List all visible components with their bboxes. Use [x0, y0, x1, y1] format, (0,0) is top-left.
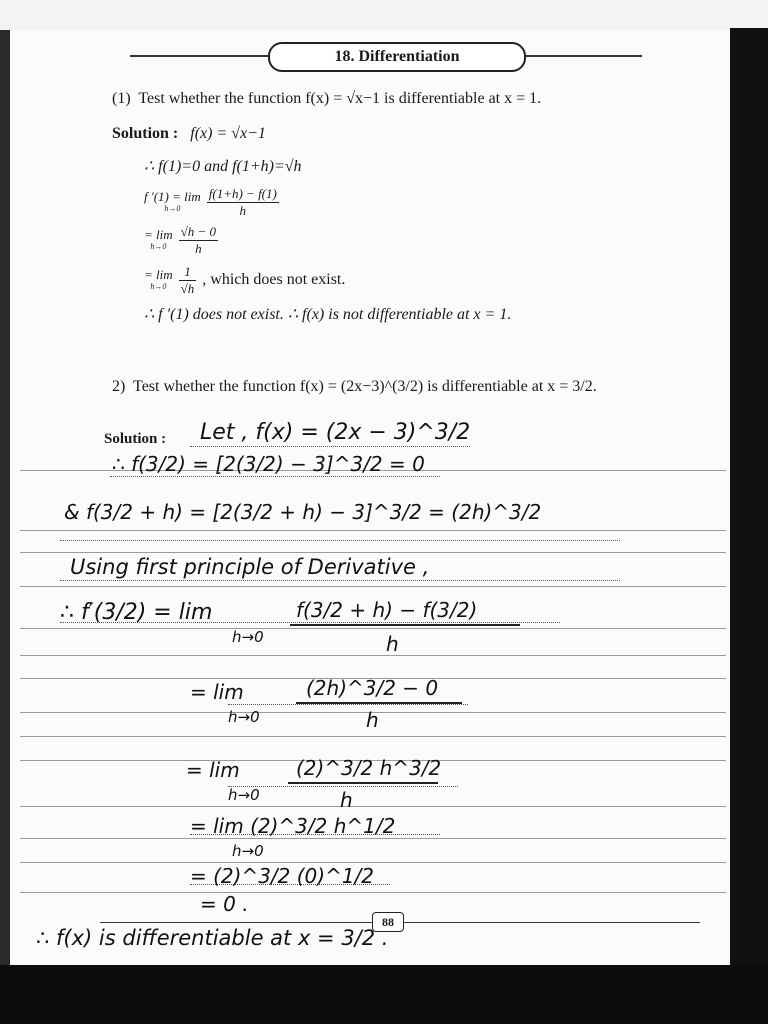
q1-step3 [144, 224, 220, 257]
hw-line5-fraction-bar [290, 624, 520, 626]
q1-step3-fraction: $\frac{√h - 0}{h}$ [180, 224, 217, 256]
dotted-guide [190, 446, 470, 447]
hw-line10: = 0 . [200, 892, 249, 916]
q1-solution-label: Solution : [112, 125, 179, 142]
q1-step4-suffix: , which does not exist. [202, 271, 346, 289]
q1-step2-fraction: $\frac{f(1+h) - f(1)}{h}$ [208, 186, 277, 218]
dotted-guide [60, 580, 620, 581]
hw-line4: Using first principle of Derivative , [70, 555, 430, 579]
dotted-guide [110, 476, 440, 477]
hw-line8-sub: h→0 [232, 842, 264, 860]
q1-question-text: Test whether the function f(x) = √x−1 is differentiable at x = 1. [138, 90, 542, 107]
q1-step4 [144, 264, 345, 297]
binding-edge-left [0, 30, 10, 970]
hw-line5-den: h [386, 632, 399, 656]
header-rule-right [522, 55, 642, 57]
dark-background-bottom [0, 965, 768, 1024]
hw-line3: & f(3/2 + h) = [2(3/2 + h) − 3]^3/2 = (2h)^3/2 [64, 500, 542, 524]
q1-solution-line [112, 125, 266, 143]
hw-line6-lim: = lim [190, 680, 244, 704]
q2-question [112, 378, 597, 396]
hw-line5-sub: h→0 [232, 628, 264, 646]
q1-step1: ∴ f(1)=0 and f(1+h)=√h [144, 158, 302, 175]
q1-step3-lim: = lim h→0 [144, 226, 173, 251]
hw-line1: Let , f(x) = (2x − 3)^3/2 [200, 420, 471, 445]
chapter-title: 18. Differentiation [268, 42, 526, 72]
q1-number: (1) [112, 90, 131, 107]
hw-line7-den: h [340, 788, 353, 812]
hw-line7-num: (2)^3/2 h^3/2 [296, 756, 442, 780]
header-rule-left [130, 55, 268, 57]
q1-question [112, 90, 541, 108]
q1-step4-lim: = lim h→0 [144, 266, 173, 291]
hw-line8: = lim (2)^3/2 h^1/2 [190, 814, 396, 838]
q2-solution-label: Solution : [104, 431, 167, 447]
hw-line2: ∴ f(3/2) = [2(3/2) − 3]^3/2 = 0 [112, 452, 425, 476]
hw-line5-lhs: ∴ f′(3/2) = lim [60, 600, 213, 625]
q1-definition: f(x) = √x−1 [190, 125, 266, 142]
ruled-line [20, 736, 726, 737]
hw-line9: = (2)^3/2 (0)^1/2 [190, 864, 375, 888]
dotted-guide [228, 786, 458, 787]
hw-line6-fraction-bar [296, 702, 462, 704]
ruled-line [20, 838, 726, 839]
hw-line7-sub: h→0 [228, 786, 260, 804]
q2-number: 2) [112, 378, 126, 395]
hw-line5-num: f(3/2 + h) − f(3/2) [296, 598, 478, 622]
q1-step2 [144, 186, 281, 219]
hw-line6-num: (2h)^3/2 − 0 [306, 676, 439, 700]
ruled-line [20, 806, 726, 807]
hw-conclusion: ∴ f(x) is differentiable at x = 3/2 . [36, 926, 389, 950]
ruled-line [20, 892, 726, 893]
ruled-line [20, 655, 726, 656]
binding-edge-right [730, 28, 768, 978]
q2-question-text: Test whether the function f(x) = (2x−3)^(3/2) is differentiable at x = 3/2. [133, 378, 597, 395]
q1-step2-lhs: f ′(1) = lim h→0 [144, 188, 201, 213]
dotted-guide [228, 704, 468, 705]
ruled-line [20, 586, 726, 587]
q1-step4-fraction: $\frac{1}{√h}$ [180, 264, 195, 296]
hw-line7-fraction-bar [288, 782, 438, 784]
ruled-line [20, 628, 726, 629]
dotted-guide [60, 540, 620, 541]
hw-line6-sub: h→0 [228, 708, 260, 726]
ruled-line [20, 862, 726, 863]
q1-conclusion: ∴ f ′(1) does not exist. ∴ f(x) is not differentiable at x = 1. [144, 306, 512, 323]
ruled-line [20, 552, 726, 553]
page-number: 88 [372, 912, 404, 932]
hw-line7-lim: = lim [186, 758, 240, 782]
ruled-line [20, 530, 726, 531]
hw-line6-den: h [366, 708, 379, 732]
